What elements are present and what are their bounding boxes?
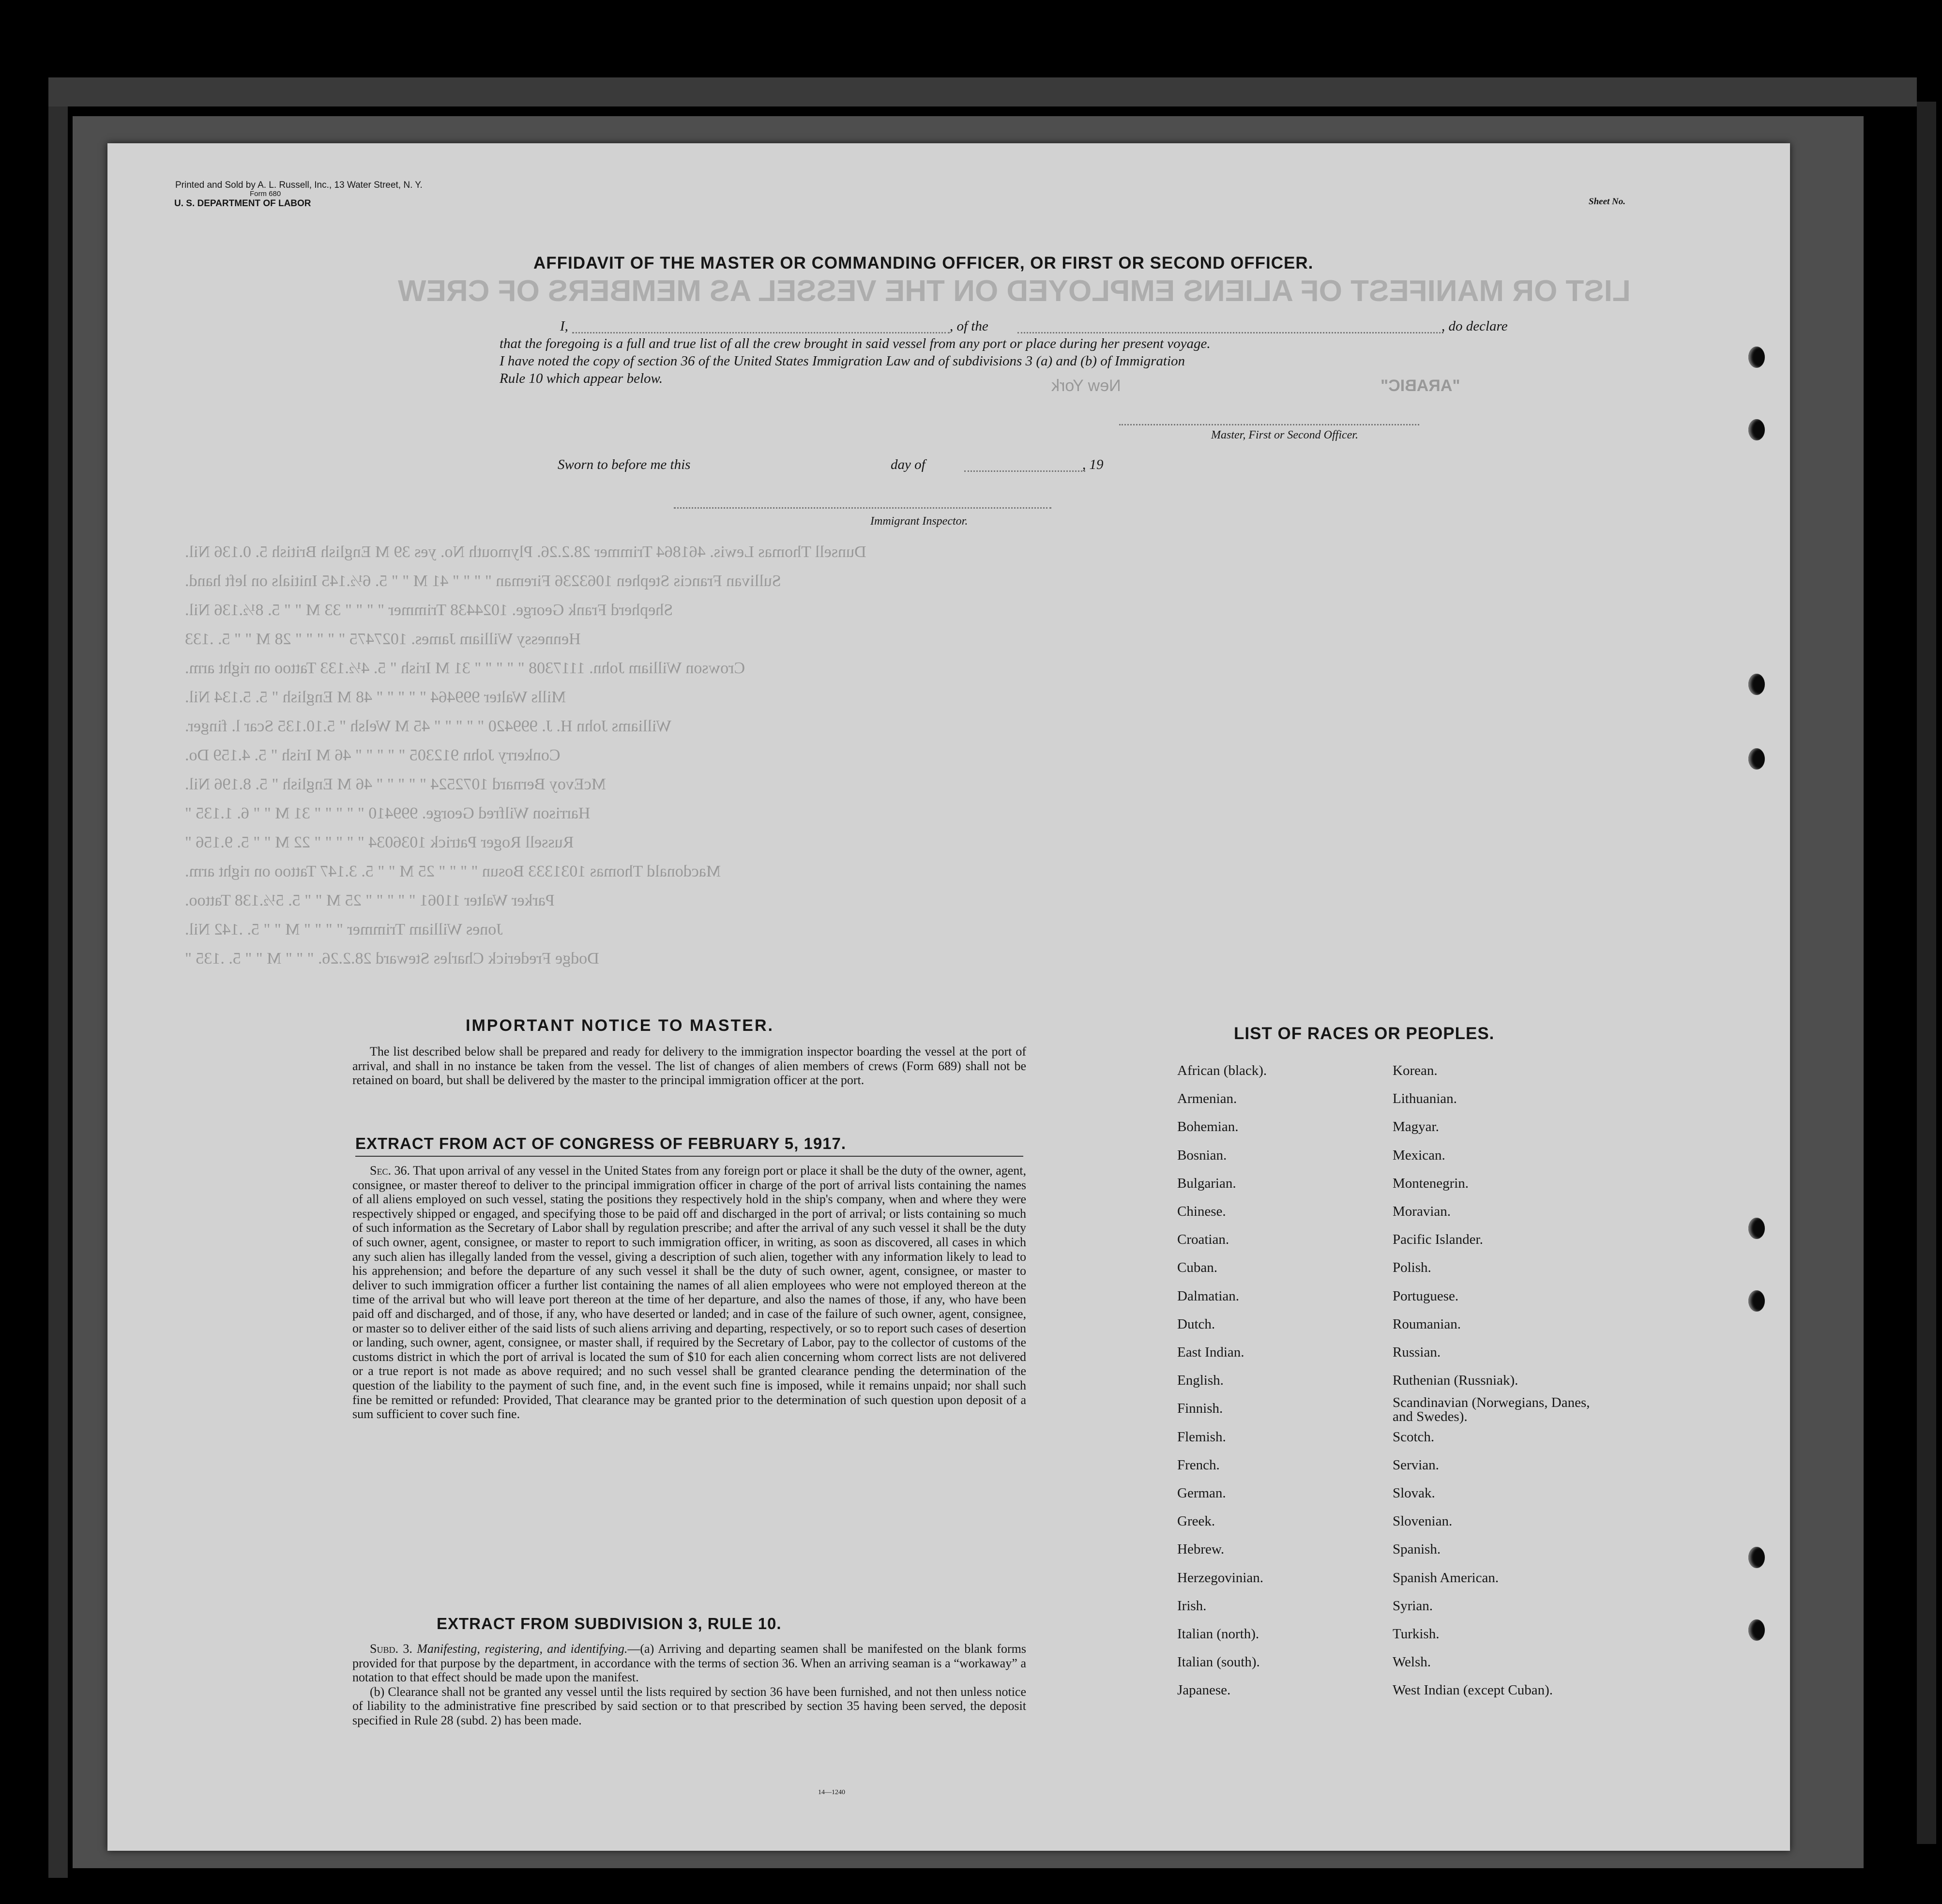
vessel-blank	[1017, 332, 1443, 333]
affidavit-i-label: I,	[560, 318, 568, 334]
bleed-port: New York	[1051, 377, 1121, 395]
race-item: Slovak.	[1393, 1485, 1435, 1501]
affidavit-line-3: I have noted the copy of section 36 of the United States Immigration Law and of subdivisions 3 (a) and (b) of Immigration	[500, 353, 1185, 369]
race-item: Greek.	[1177, 1513, 1215, 1529]
affidavit-title: AFFIDAVIT OF THE MASTER OR COMMANDING OFFICER, OR FIRST OR SECOND OFFICER.	[533, 254, 1314, 272]
binder-hole-3	[1748, 674, 1765, 695]
race-item: Polish.	[1393, 1260, 1431, 1276]
race-item: Bosnian.	[1177, 1147, 1227, 1163]
race-item: Moravian.	[1393, 1204, 1451, 1219]
bleed-vessel: "ARABIC"	[1381, 377, 1460, 395]
binder-hole-7	[1748, 1547, 1765, 1568]
name-blank	[572, 332, 950, 333]
race-item: Spanish American.	[1393, 1570, 1499, 1586]
race-item: Cuban.	[1177, 1260, 1217, 1276]
rule-para-a: —(a) Arriving and departing seamen shall be manifested on the blank forms provided for that purpose by the department, in accordance with the terms of section 36. When an arriving seaman is a “workaway” a notation to that effect should be made upon the manifest.	[352, 1642, 1026, 1685]
date-blank	[964, 470, 1085, 472]
film-edge-top	[48, 77, 1917, 106]
race-item: Lithuanian.	[1393, 1091, 1457, 1107]
binder-hole-1	[1748, 347, 1765, 368]
rule-para-b: (b) Clearance shall not be granted any vessel until the lists required by section 36 have been furnished, and not then unless notice of liability to the administrative fine prescribed by said section or to that prescribed by section 35 having been served, the deposit specified in Rule 28 (subd. 2) has been made.	[352, 1684, 1026, 1727]
film-edge-right	[1917, 102, 1936, 1844]
master-caption: Master, First or Second Officer.	[1211, 429, 1358, 441]
race-item: German.	[1177, 1485, 1226, 1501]
affidavit-do-declare: , do declare	[1441, 318, 1508, 334]
bleed-row: Dodge Frederick Charles Steward 28.2.26. " " " M " " 5. .135 "	[185, 950, 599, 967]
race-item: English.	[1177, 1373, 1224, 1389]
race-item: Roumanian.	[1393, 1316, 1461, 1332]
race-item: Japanese.	[1177, 1682, 1231, 1698]
bleed-row: Crowson William John. 1117308 " " " " " 31 M Irish " 5. 4½.133 Tattoo on right arm.	[185, 659, 745, 677]
race-item: Servian.	[1393, 1457, 1439, 1473]
bleed-row: Williams John H. J. 999420 " " " " " 45 M Welsh " 5.10.135 Scar l. finger.	[185, 717, 671, 735]
notice-text: The list described below shall be prepared and ready for delivery to the immigration inspector boarding the vessel at the port of arrival, and shall in no instance be taken from the vessel. The list of changes of alien members of crews (Form 689) shall not be retained on board, but shall be delivered by the master to the principal immigration officer at the port.	[352, 1044, 1026, 1088]
subd-label: Subd. 3.	[370, 1642, 412, 1656]
bleed-heading: LIST OR MANIFEST OF ALIENS EMPLOYED ON THE VESSEL AS MEMBERS OF CREW	[398, 274, 1631, 308]
binder-hole-6	[1748, 1290, 1765, 1312]
race-item: Armenian.	[1177, 1091, 1237, 1107]
bleed-row: Macdonald Thomas 1031333 Bosun " " " " 25 M " " 5. 3.147 Tattoo on right arm.	[185, 862, 721, 880]
race-item: Irish.	[1177, 1598, 1207, 1614]
bleed-row: Mills Walter 999464 " " " " " 48 M English " 5. 5.134 Nil.	[185, 688, 566, 706]
bleed-row: Harrison Wilfred George. 999410 " " " " " 31 M " " 6. 1.135 "	[185, 804, 591, 822]
bleed-row: Dunsell Thomas Lewis. 461864 Trimmer 28.2.26. Plymouth No. yes 39 M English British 5. 0.136 Nil.	[185, 543, 866, 561]
race-item: Spanish.	[1393, 1541, 1441, 1557]
race-item: East Indian.	[1177, 1345, 1244, 1360]
race-item: Flemish.	[1177, 1429, 1226, 1445]
inspector-caption: Immigrant Inspector.	[870, 515, 968, 528]
print-code: 14—1240	[818, 1789, 845, 1796]
race-item: Herzegovinian.	[1177, 1570, 1263, 1586]
act-title-rule	[355, 1156, 1023, 1157]
inspector-signature-line	[674, 507, 1051, 509]
race-item: Turkish.	[1393, 1626, 1440, 1642]
form-number: Form 680	[250, 190, 281, 198]
section-36-text: That upon arrival of any vessel in the United States from any foreign port or place it shall be the duty of the owner, agent, consignee, or master thereof to deliver to the principal immigration officer in charge of the port of arrival lists containing the names of all aliens employed on such vessel, stating the positions they respectively hold in the ship's company, when and where they were respectively shipped or engaged, and specifying those to be paid off and discharged in the port of arrival; or lists containing so much of such information as the Secretary of Labor shall by regulation prescribe; and after the arrival of any such vessel it shall be the duty of such owner, agent, consignee, or master to report to such immigration officer, in writing, as soon as discovered, all cases in which any such alien has illegally landed from the vessel, giving a description of such alien, together with any information likely to lead to his apprehension; and before the departure of any such vessel it shall be the duty of such owner, agent, consignee, or master to deliver to such immigration officer a further list containing the names of all alien employees who were not employed thereon at the time of the arrival but who will leave port thereon at the time of her departure, and also the names of those, if any, who have been paid off and discharged, and of those, if any, who have deserted or landed; and in case of the failure of such owner, agent, consignee, or master so to deliver either of the said lists of such aliens arriving and departing, respectively, or so to report such cases of desertion or landing, such owner, agent, consignee, or master shall, if required by the Secretary of Labor, pay to the collector of customs of the customs district in which the port of arrival is located the sum of $10 for each alien concerning whom correct lists are not delivered or a true report is not made as above required; and no such vessel shall be granted clearance pending the determination of the question of the liability to the payment of such fine, and, in the event such fine is imposed, while it remains unpaid; nor shall such fine be remitted or refunded: Provided, That clearance may be granted prior to the determination of such question upon deposit of a sum sufficient to cover such fine.	[352, 1164, 1026, 1421]
sworn-label: Sworn to before me this	[558, 457, 691, 472]
race-item: Slovenian.	[1393, 1513, 1453, 1529]
affidavit-of-the: , of the	[950, 318, 988, 334]
race-item: Portuguese.	[1393, 1288, 1459, 1304]
master-signature-line	[1119, 424, 1419, 425]
affidavit-line-4: Rule 10 which appear below.	[500, 371, 663, 386]
bleed-row: Parker Walter 11061 " " " " " 25 M " " 5. 5½.138 Tattoo.	[185, 892, 555, 909]
subd-heading: Manifesting, registering, and identifying.	[417, 1642, 628, 1656]
bleed-row: Hennessy William James. 1027475 " " " " " 28 M " " 5. .133	[185, 630, 581, 648]
race-item: Croatian.	[1177, 1232, 1229, 1248]
race-item: Pacific Islander.	[1393, 1232, 1483, 1248]
bleed-row: Jones William Trimmer " " " " M " " 5. .142 Nil.	[185, 921, 503, 938]
race-item: Dutch.	[1177, 1316, 1215, 1332]
race-item: Scandinavian (Norwegians, Danes, and Swedes).	[1393, 1395, 1590, 1425]
race-item: Bulgarian.	[1177, 1175, 1236, 1191]
race-item: Russian.	[1393, 1345, 1441, 1360]
bleed-row: Shepherd Frank George. 1024438 Trimmer " " " " 33 M " " 5. 8½.136 Nil.	[185, 601, 673, 619]
race-item: Scotch.	[1393, 1429, 1435, 1445]
department-label: U. S. DEPARTMENT OF LABOR	[174, 198, 311, 209]
race-item: Montenegrin.	[1393, 1175, 1469, 1191]
race-item: Ruthenian (Russniak).	[1393, 1373, 1518, 1389]
bleed-through-layer	[107, 143, 1790, 1851]
film-edge-left	[48, 106, 68, 1878]
bleed-row: Conkerry John 912305 " " " " " 46 M Irish " 5. 4.159 Do.	[185, 746, 561, 764]
year-label: , 19	[1082, 457, 1104, 472]
bleed-row: McEvoy Bernard 1072524 " " " " " 46 M English " 5. 8.196 Nil.	[185, 775, 606, 793]
race-item: Magyar.	[1393, 1119, 1439, 1135]
rule-extract-body	[352, 1642, 1026, 1728]
manifest-page	[107, 143, 1790, 1851]
notice-title: IMPORTANT NOTICE TO MASTER.	[466, 1016, 774, 1035]
race-item: Chinese.	[1177, 1204, 1226, 1219]
bleed-row: Russell Roger Patrick 1036034 " " " " " 22 M " " 5. 9.156 "	[185, 833, 574, 851]
race-item: Finnish.	[1177, 1401, 1223, 1417]
race-item: Italian (south).	[1177, 1654, 1260, 1670]
binder-hole-5	[1748, 1218, 1765, 1239]
affidavit-line-2: that the foregoing is a full and true list of all the crew brought in said vessel from any port or place during her present voyage.	[500, 336, 1211, 351]
race-item: West Indian (except Cuban).	[1393, 1682, 1553, 1698]
sheet-number-label: Sheet No.	[1589, 196, 1625, 207]
race-item: Syrian.	[1393, 1598, 1433, 1614]
race-item: Dalmatian.	[1177, 1288, 1240, 1304]
race-item: French.	[1177, 1457, 1220, 1473]
race-item: African (black).	[1177, 1063, 1267, 1078]
race-item: Mexican.	[1393, 1147, 1445, 1163]
act-extract-title: EXTRACT FROM ACT OF CONGRESS OF FEBRUARY 5, 1917.	[355, 1134, 847, 1152]
act-extract-body	[352, 1164, 1026, 1421]
section-label: Sec. 36.	[370, 1164, 410, 1178]
race-item: Italian (north).	[1177, 1626, 1259, 1642]
races-title: LIST OF RACES OR PEOPLES.	[1234, 1024, 1495, 1043]
printer-credit: Printed and Sold by A. L. Russell, Inc., 13 Water Street, N. Y.	[175, 180, 423, 190]
binder-hole-2	[1748, 419, 1765, 440]
race-item: Bohemian.	[1177, 1119, 1239, 1135]
bleed-row: Sullivan Francis Stephen 1063236 Fireman " " " " 41 M " " 5. 6½.145 Initials on left hand.	[185, 572, 781, 590]
day-of-label: day of	[891, 457, 925, 472]
race-item: Korean.	[1393, 1063, 1438, 1078]
binder-hole-4	[1748, 748, 1765, 770]
binder-hole-8	[1748, 1619, 1765, 1641]
rule-extract-title: EXTRACT FROM SUBDIVISION 3, RULE 10.	[437, 1615, 782, 1632]
race-item: Hebrew.	[1177, 1541, 1225, 1557]
race-item: Welsh.	[1393, 1654, 1431, 1670]
notice-body	[352, 1044, 1026, 1088]
